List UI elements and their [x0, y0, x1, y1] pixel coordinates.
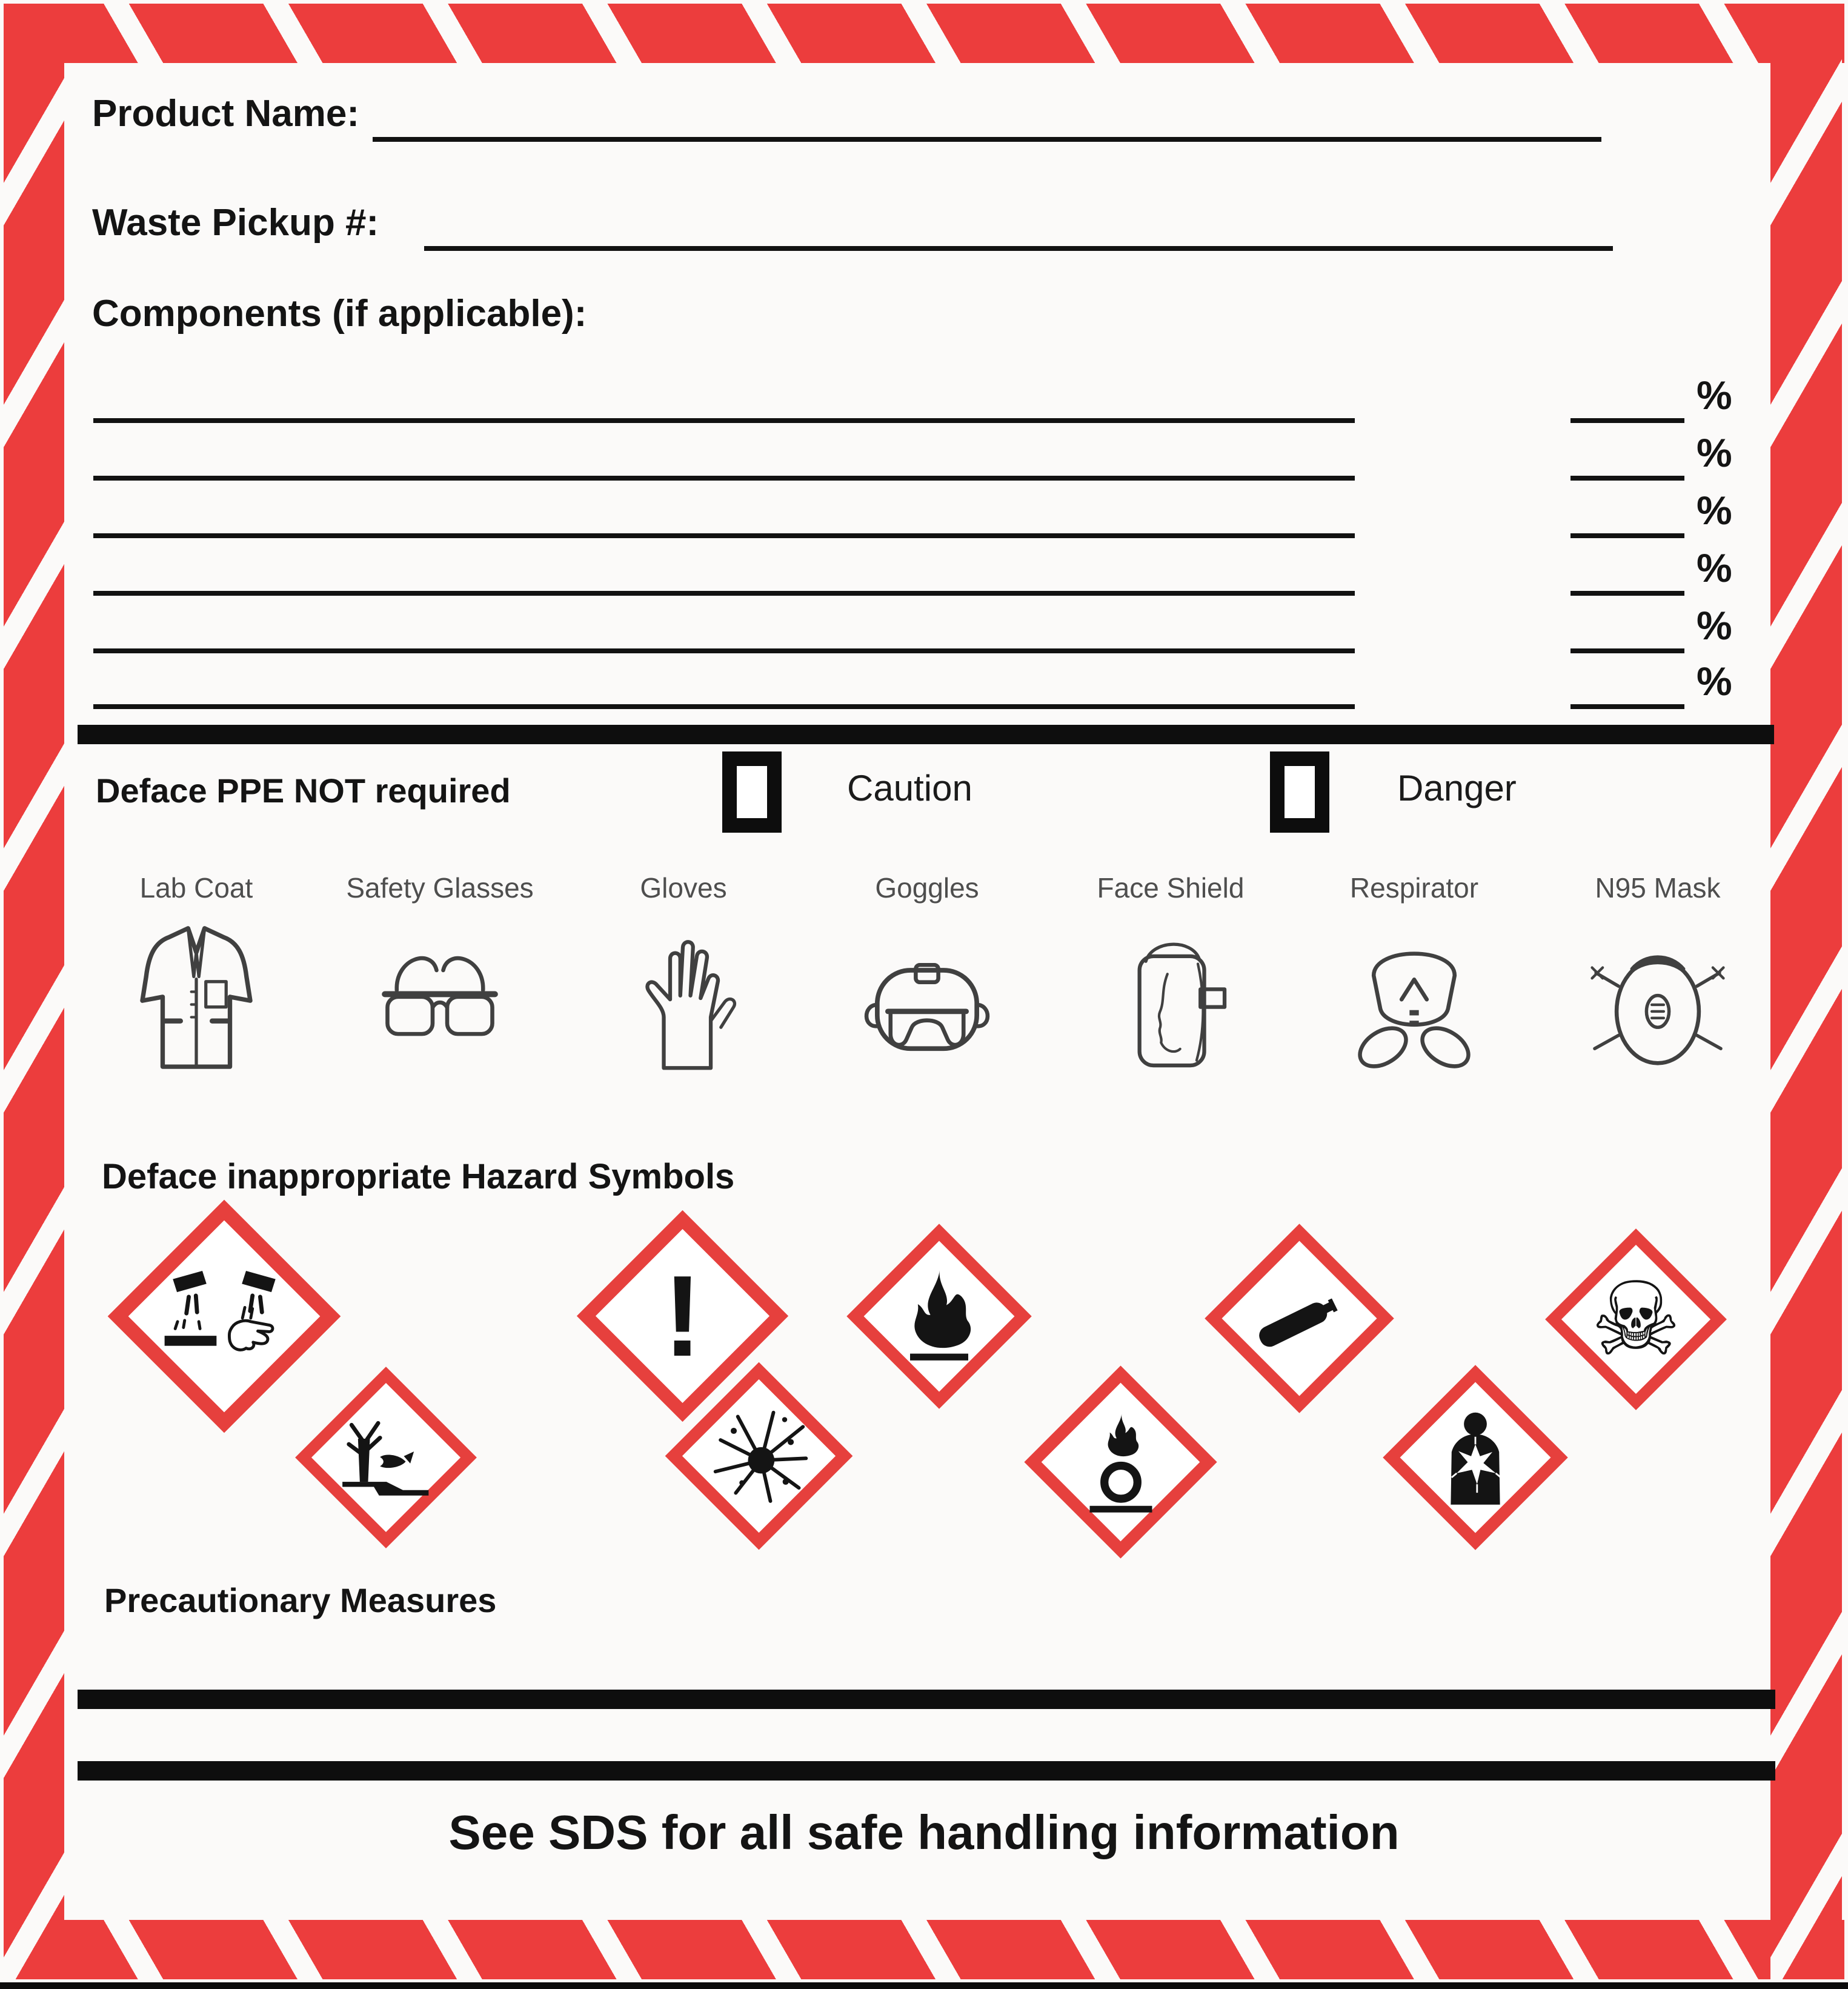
dead-tree-fish-icon: [333, 1405, 439, 1510]
deface-ppe-label: Deface PPE NOT required: [96, 771, 511, 810]
component-name-field[interactable]: [93, 591, 1355, 596]
components-label: Components (if applicable):: [92, 293, 587, 335]
ppe-item-face-shield[interactable]: [1065, 871, 1276, 1126]
caution-checkbox[interactable]: [722, 751, 782, 833]
component-name-field[interactable]: [93, 648, 1355, 653]
hazard-corrosive[interactable]: [108, 1200, 341, 1433]
face-shield-icon: [1104, 910, 1237, 1086]
danger-label: Danger: [1397, 768, 1517, 808]
ppe-item-lab-coat[interactable]: [91, 871, 302, 1126]
respirator-icon: [1344, 910, 1484, 1086]
component-name-field[interactable]: [93, 476, 1355, 481]
percent-sign: %: [1697, 659, 1732, 704]
percent-sign: %: [1697, 488, 1732, 533]
corrosive-icon: [156, 1248, 292, 1384]
ppe-row: [91, 871, 1763, 1126]
ppe-item-gloves[interactable]: [578, 871, 789, 1126]
health-hazard-person-icon: [1422, 1404, 1529, 1511]
exclamation-mark-icon: !: [663, 1251, 702, 1381]
hazard-health[interactable]: [1383, 1365, 1567, 1550]
hazard-gas-cylinder[interactable]: [1205, 1224, 1394, 1413]
section-divider: [78, 725, 1774, 744]
product-name-label: Product Name:: [92, 93, 359, 135]
hazard-section-label: Deface inappropriate Hazard Symbols: [102, 1157, 735, 1196]
percent-sign: %: [1697, 430, 1732, 475]
n95-mask-icon: [1588, 910, 1727, 1086]
ppe-item-goggles[interactable]: [822, 871, 1032, 1126]
component-percent-field[interactable]: [1570, 533, 1684, 538]
flame-icon: [886, 1263, 992, 1370]
component-percent-field[interactable]: [1570, 418, 1684, 423]
ppe-item-label: N95 Mask: [1595, 872, 1721, 904]
hazard-environment[interactable]: [295, 1367, 477, 1548]
lab-coat-icon: [130, 910, 263, 1086]
gloves-icon: [617, 910, 750, 1086]
caution-label: Caution: [847, 768, 972, 808]
safety-glasses-icon: [370, 910, 510, 1086]
hazard-toxic[interactable]: [1545, 1228, 1727, 1410]
ppe-item-respirator[interactable]: [1309, 871, 1520, 1126]
sds-footer-text: See SDS for all safe handling information: [448, 1805, 1400, 1859]
component-percent-field[interactable]: [1570, 704, 1684, 709]
exploding-bomb-icon: [705, 1402, 813, 1510]
flame-over-circle-icon: [1065, 1406, 1177, 1518]
goggles-icon: [857, 910, 997, 1086]
hazard-oxidizer[interactable]: [1024, 1365, 1217, 1558]
precautionary-label: Precautionary Measures: [104, 1581, 497, 1619]
waste-pickup-label: Waste Pickup #:: [92, 202, 379, 244]
bottom-edge-rule: [0, 1982, 1848, 1989]
ppe-item-n95-mask[interactable]: [1552, 871, 1763, 1126]
ppe-item-label: Respirator: [1349, 872, 1479, 904]
component-percent-field[interactable]: [1570, 648, 1684, 653]
percent-sign: %: [1697, 545, 1732, 590]
component-percent-field[interactable]: [1570, 476, 1684, 481]
striped-border-left: [4, 4, 64, 1979]
hazard-flammable[interactable]: [846, 1224, 1031, 1408]
component-name-field[interactable]: [93, 533, 1355, 538]
skull-crossbones-icon: ☠: [1590, 1260, 1682, 1379]
component-percent-field[interactable]: [1570, 591, 1684, 596]
ppe-item-label: Gloves: [640, 872, 727, 904]
product-name-field[interactable]: [373, 137, 1601, 142]
ppe-item-label: Goggles: [875, 872, 979, 904]
percent-sign: %: [1697, 603, 1732, 648]
danger-checkbox[interactable]: [1270, 751, 1329, 833]
striped-border-right: [1770, 4, 1842, 1979]
component-name-field[interactable]: [93, 418, 1355, 423]
waste-pickup-field[interactable]: [424, 246, 1613, 251]
precautionary-field[interactable]: [78, 1761, 1775, 1781]
striped-border-bottom: [4, 1920, 1844, 1979]
component-name-field[interactable]: [93, 704, 1355, 709]
ppe-item-label: Face Shield: [1097, 872, 1245, 904]
ppe-item-label: Safety Glasses: [346, 872, 534, 904]
striped-border-top: [4, 4, 1844, 63]
precautionary-field[interactable]: [78, 1690, 1775, 1709]
percent-sign: %: [1697, 373, 1732, 418]
gas-cylinder-icon: [1245, 1264, 1354, 1373]
ppe-item-label: Lab Coat: [139, 872, 253, 904]
ppe-item-safety-glasses[interactable]: [334, 871, 545, 1126]
